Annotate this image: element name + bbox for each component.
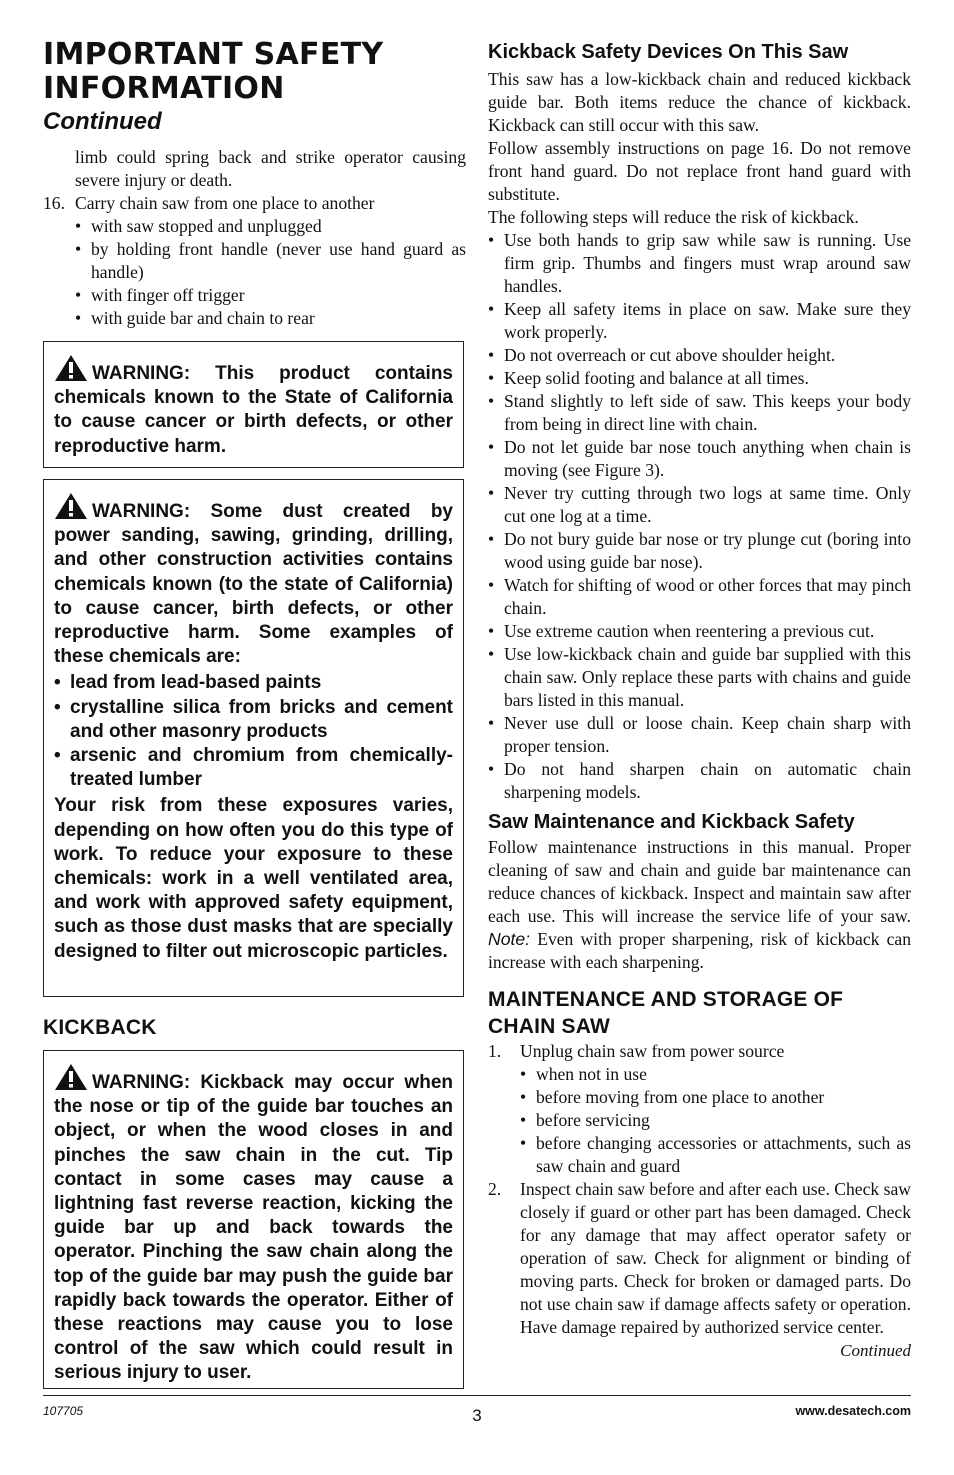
section-heading-maintenance-safety: Saw Maintenance and Kickback Safety: [488, 811, 855, 833]
section-heading-kickback-devices: Kickback Safety Devices On This Saw: [488, 41, 849, 63]
list-item: • when not in use: [520, 1063, 911, 1086]
warning-text: WARNING: This product contains chemicals known to the State of California to cause cancer or birth defects, or other reproductive harm.: [54, 363, 453, 457]
storage-heading-line1: MAINTENANCE AND STORAGE OF: [488, 988, 844, 1011]
page-title-line2: INFORMATION: [43, 71, 285, 106]
paragraph: This saw has a low-kickback chain and reduced kickback guide bar. Both items reduce the chance of kickback. Kickback can still occur with this saw.: [488, 69, 911, 135]
list-item: • Do not bury guide bar nose or try plunge cut (boring into wood using guide bar nose).: [488, 528, 911, 574]
list-item: • Keep all safety items in place on saw. Make sure they work properly.: [488, 298, 911, 344]
page-subtitle: Continued: [43, 108, 162, 135]
right-column: [488, 40, 911, 1362]
item-number: 1.: [488, 1041, 502, 1061]
list-item: • Never try cutting through two logs at same time. Only cut one log at a time.: [488, 482, 911, 528]
paragraph: Follow maintenance instructions in this manual. Proper cleaning of saw and chain and guide bar maintenance can reduce chances of kickback. Inspect and maintain saw after each use. This will increase the service life of your saw.: [488, 837, 911, 926]
list-item: • Stand slightly to left side of saw. This keeps your body from being in direct line with chain.: [488, 390, 911, 436]
item16-bullets: [75, 215, 466, 330]
list-item: • Use extreme caution when reentering a previous cut.: [488, 620, 911, 643]
note-label: Note:: [488, 929, 531, 949]
list-item: • with saw stopped and unplugged: [75, 215, 466, 238]
list-item: • Do not overreach or cut above shoulder height.: [488, 344, 911, 367]
warning-triangle-icon: [54, 354, 88, 382]
list-item: • Use both hands to grip saw while saw is running. Use firm grip. Thumbs and fingers must wrap around saw handles.: [488, 229, 911, 298]
list-item: • before servicing: [520, 1109, 911, 1132]
list-item: • Never use dull or loose chain. Keep chain sharp with proper tension.: [488, 712, 911, 758]
list-item: • Watch for shifting of wood or other forces that may pinch chain.: [488, 574, 911, 620]
section-heading-storage: [488, 986, 911, 1040]
maintenance-safety-text: [488, 836, 911, 974]
footer-divider: [43, 1395, 911, 1396]
kickback-steps-list: [488, 229, 911, 804]
left-intro-section: [43, 146, 466, 330]
list-item-1: [488, 1040, 911, 1178]
item-text: Carry chain saw from one place to another: [75, 193, 375, 213]
page-number: 3: [472, 1406, 482, 1425]
item-number: 16.: [43, 193, 65, 213]
storage-heading-line2: CHAIN SAW: [488, 1015, 610, 1038]
intro-text: limb could spring back and strike operator causing severe injury or death.: [75, 147, 466, 190]
list-item-16: [43, 192, 466, 330]
document-number: 107705: [43, 1404, 84, 1418]
warning-box-dust: [43, 479, 464, 997]
item-text: Unplug chain saw from power source: [520, 1041, 785, 1061]
warning-box-kickback: [43, 1050, 464, 1389]
warning-box-chemicals: [43, 341, 464, 468]
list-item: • before changing accessories or attachments, such as saw chain and guard: [520, 1132, 911, 1178]
warning-text: WARNING: Kickback may occur when the nose or tip of the guide bar touches an object, or when the wood closes in and pinches the saw chain in the cut. Tip contact in some cases may cause a lightning fast reverse reaction, kicking the guide bar up and back towards the operator. Pinching the saw chain along the top of the guide bar may push the guide bar rapidly back towards the operator. Either of these reactions may cause you to lose control of the saw which could result in serious injury to user.: [54, 1072, 453, 1384]
list-item: • arsenic and chromium from chemically-treated lumber: [54, 744, 453, 792]
warning-closing-text: Your risk from these exposures varies, depending on how often you do this type of work. To reduce your exposure to these chemicals: work in a well ventilated area, and work with approved safety equipment, such as those dust masks that are specially designed to filter out microscopic particles.: [54, 795, 453, 962]
list-item: • lead from lead-based paints: [54, 671, 453, 695]
warning-text: WARNING: Some dust created by power sanding, sawing, grinding, drilling, and other construction activities contains chemicals known (to the state of California) to cause cancer, birth defects, or other reproductive harm. Some examples of these chemicals are:: [54, 501, 453, 668]
item-number: 2.: [488, 1179, 502, 1199]
list-item: • with finger off trigger: [75, 284, 466, 307]
kickback-heading: KICKBACK: [43, 1016, 157, 1039]
note-text: Even with proper sharpening, risk of kickback can increase with each sharpening.: [488, 929, 911, 972]
unplug-conditions-list: [520, 1063, 911, 1178]
list-item: • with guide bar and chain to rear: [75, 307, 466, 330]
website-url: www.desatech.com: [795, 1404, 911, 1418]
list-item-2: [488, 1178, 911, 1339]
chemical-examples-list: [54, 671, 453, 792]
list-item: • crystalline silica from bricks and cement and other masonry products: [54, 696, 453, 744]
warning-triangle-icon: [54, 1063, 88, 1091]
list-item: • Do not hand sharpen chain on automatic chain sharpening models.: [488, 758, 911, 804]
continued-note: Continued: [840, 1341, 911, 1360]
paragraph: Follow assembly instructions on page 16. Do not remove front hand guard. Do not replace front hand guard with substitute.: [488, 138, 911, 204]
list-item: • Keep solid footing and balance at all times.: [488, 367, 911, 390]
list-item: • Use low-kickback chain and guide bar supplied with this chain saw. Only replace these parts with chains and guide bars listed in this manual.: [488, 643, 911, 712]
paragraph: The following steps will reduce the risk of kickback.: [488, 207, 859, 227]
list-item: • Do not let guide bar nose touch anything when chain is moving (see Figure 3).: [488, 436, 911, 482]
page-title-line1: IMPORTANT SAFETY: [43, 37, 384, 72]
item-text: Inspect chain saw before and after each use. Check saw closely if guard or other part has been damaged. Check for any damage that may affect operator safety or operation of saw. Check for alignment or binding of moving parts. Check for broken or damaged parts. Do not use chain saw if damage affects safety or operation. Have damage repaired by authorized service center.: [520, 1179, 911, 1337]
list-item: • by holding front handle (never use hand guard as handle): [75, 238, 466, 284]
page-title: [43, 38, 383, 106]
list-item: • before moving from one place to another: [520, 1086, 911, 1109]
warning-triangle-icon: [54, 492, 88, 520]
